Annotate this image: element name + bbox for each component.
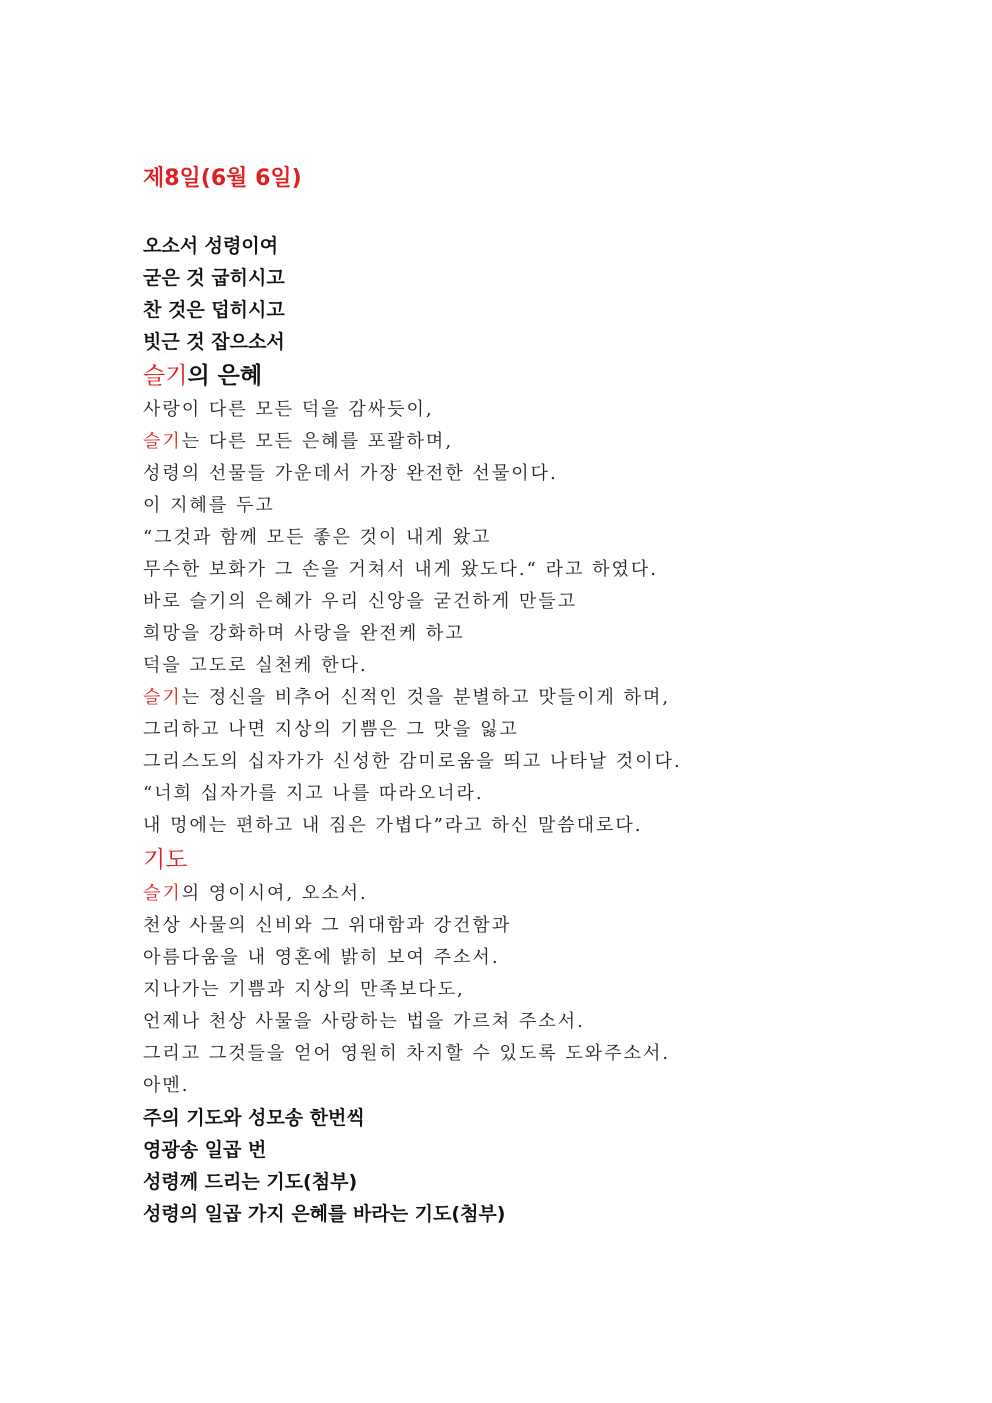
line-text: 사랑이 다른 모든 덕을 감싸듯이, (143, 399, 434, 420)
text-line (143, 394, 923, 426)
text-line (143, 618, 923, 650)
text-line (143, 910, 923, 942)
document-content (143, 162, 923, 1230)
highlight-word: 슬기 (143, 883, 182, 904)
text-line (143, 682, 923, 714)
line-text: 아름다움을 내 영혼에 밝히 보여 주소서. (143, 947, 500, 968)
highlight-word: 슬기 (143, 687, 182, 708)
text-line (143, 490, 923, 522)
text-line (143, 942, 923, 974)
closing-line: 성령의 일곱 가지 은혜를 바라는 기도(첨부) (143, 1203, 506, 1225)
line-text: 그리하고 나면 지상의 기쁨은 그 맛을 잃고 (143, 719, 519, 740)
text-line (143, 878, 923, 910)
text-line (143, 1070, 923, 1102)
line-text: 그리고 그것들을 얻어 영원히 차지할 수 있도록 도와주소서. (143, 1043, 671, 1064)
line-text: 내 멍에는 편하고 내 짐은 가볍다”라고 하신 말씀대로다. (143, 815, 643, 836)
text-line (143, 974, 923, 1006)
heading-highlight: 슬기 (143, 363, 188, 389)
text-line (143, 714, 923, 746)
wisdom-text (143, 394, 923, 842)
line-text: 성령의 선물들 가운데서 가장 완전한 선물이다. (143, 463, 558, 484)
text-line (143, 426, 923, 458)
opening-prayer-line: 찬 것은 덥히시고 (143, 299, 285, 321)
line-text: 천상 사물의 신비와 그 위대함과 강건함과 (143, 915, 512, 936)
closing-instructions (143, 1102, 923, 1230)
text-line (143, 1038, 923, 1070)
section-heading-prayer: 기도 (143, 847, 188, 873)
closing-line: 주의 기도와 성모송 한번씩 (143, 1107, 365, 1129)
text-line (143, 1006, 923, 1038)
text-line (143, 810, 923, 842)
highlight-word: 슬기 (143, 431, 182, 452)
line-text: 무수한 보화가 그 손을 거쳐서 내게 왔도다.“ 라고 하였다. (143, 559, 658, 580)
line-text: 지나가는 기쁨과 지상의 만족보다도, (143, 979, 465, 1000)
line-text: 의 영이시여, 오소서. (181, 883, 368, 904)
line-text: 바로 슬기의 은혜가 우리 신앙을 굳건하게 만들고 (143, 591, 578, 612)
line-text: “그것과 함께 모든 좋은 것이 내게 왔고 (143, 527, 492, 548)
text-line (143, 746, 923, 778)
line-text: 그리스도의 십자가가 신성한 감미로움을 띄고 나타날 것이다. (143, 751, 682, 772)
opening-prayer-line: 굳은 것 굽히시고 (143, 267, 285, 289)
day-title: 제8일(6월 6일) (143, 166, 302, 191)
text-line (143, 458, 923, 490)
section-heading-wisdom (143, 358, 923, 394)
line-text: 아멘. (143, 1075, 190, 1096)
opening-prayer-line: 오소서 성령이여 (143, 235, 279, 257)
line-text: 덕을 고도로 실천케 한다. (143, 655, 368, 676)
text-line (143, 554, 923, 586)
text-line (143, 650, 923, 682)
opening-prayer (143, 230, 923, 358)
line-text: 언제나 천상 사물을 사랑하는 법을 가르쳐 주소서. (143, 1011, 585, 1032)
line-text: 이 지혜를 두고 (143, 495, 275, 516)
opening-prayer-line: 빗근 것 잡으소서 (143, 331, 285, 353)
closing-line: 영광송 일곱 번 (143, 1139, 267, 1161)
text-line (143, 586, 923, 618)
line-text: 는 정신을 비추어 신적인 것을 분별하고 맛들이게 하며, (181, 687, 671, 708)
line-text: 희망을 강화하며 사랑을 완전케 하고 (143, 623, 465, 644)
prayer-text (143, 878, 923, 1102)
text-line (143, 522, 923, 554)
heading-rest: 의 은혜 (187, 363, 263, 389)
line-text: “너희 십자가를 지고 나를 따라오너라. (143, 783, 484, 804)
line-text: 는 다른 모든 은혜를 포괄하며, (181, 431, 454, 452)
text-line (143, 778, 923, 810)
closing-line: 성령께 드리는 기도(첨부) (143, 1171, 358, 1193)
